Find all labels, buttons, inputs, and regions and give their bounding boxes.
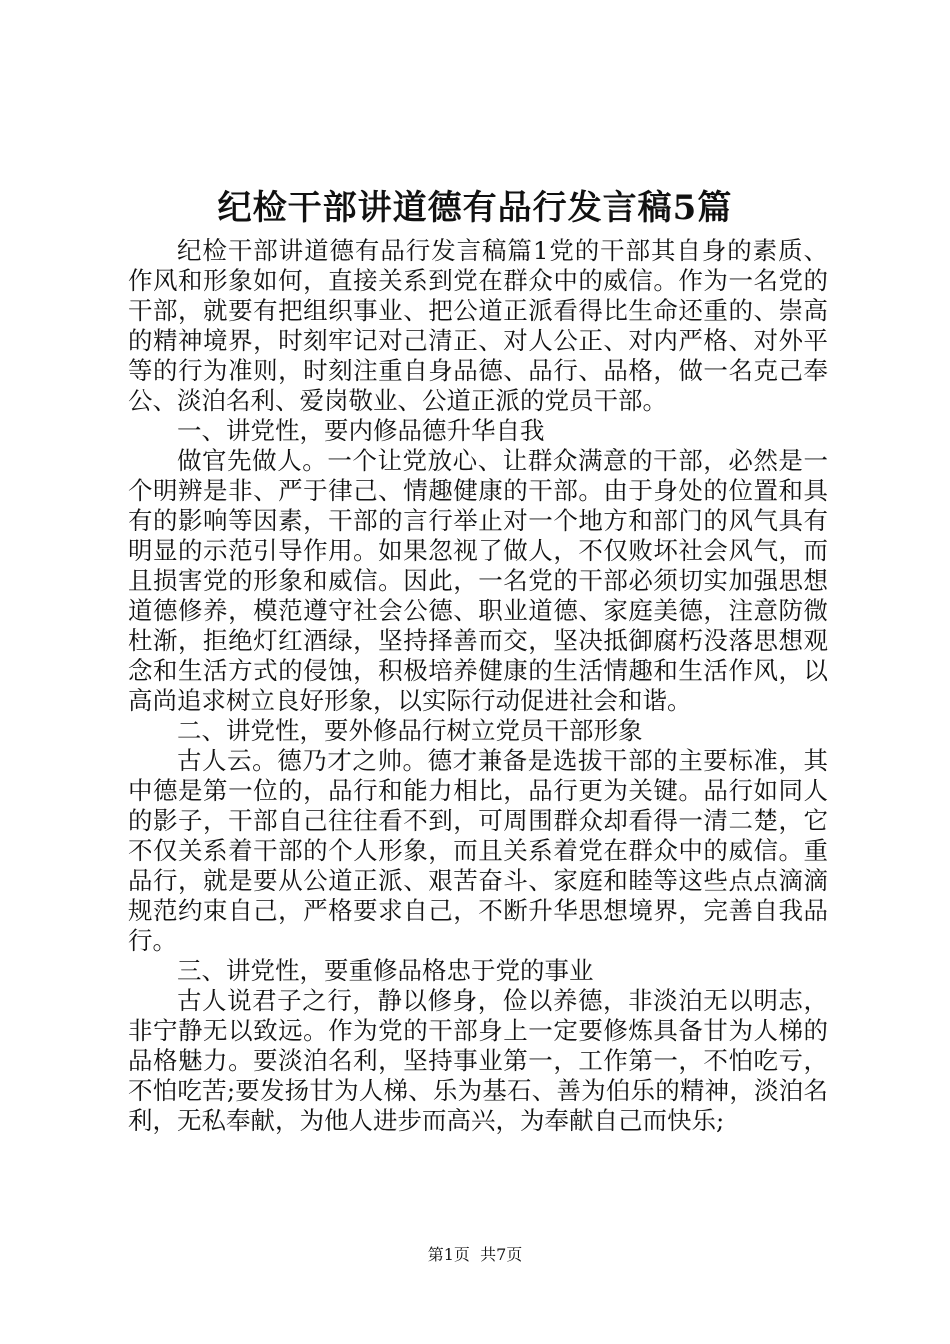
- page-number: 第1页: [427, 1245, 470, 1264]
- section-heading-1: 一、讲党性，要内修品德升华自我: [177, 416, 545, 445]
- document-body: [128, 236, 828, 1136]
- document-title: 纪检干部讲道德有品行发言稿5篇: [217, 188, 733, 228]
- paragraph-section-1: 做官先做人。一个让党放心、让群众满意的干部，必然是一个明辨是非、严于律己、情趣健康的干部。由于身处的位置和具有的影响等因素，干部的言行举止对一个地方和部门的风气具有明显的示范引导作用。如果忽视了做人，不仅败坏社会风气，而且损害党的形象和威信。因此，一名党的干部必须切实加强思想道德修养，模范遵守社会公德、职业道德、家庭美德，注意防微杜渐，拒绝灯红酒绿，坚持择善而交，坚决抵御腐朽没落思想观念和生活方式的侵蚀，积极培养健康的生活情趣和生活作风，以高尚追求树立良好形象，以实际行动促进社会和谐。: [128, 446, 828, 715]
- page-total: 共7页: [480, 1245, 523, 1264]
- section-heading-3: 三、讲党性，要重修品格忠于党的事业: [177, 956, 594, 985]
- section-heading-2: 二、讲党性，要外修品行树立党员干部形象: [177, 716, 643, 745]
- page-footer: [0, 1244, 950, 1266]
- paragraph-section-2: 古人云。德乃才之帅。德才兼备是选拔干部的主要标准，其中德是第一位的，品行和能力相比，品行更为关键。品行如同人的影子，干部自己往往看不到，可周围群众却看得一清二楚，它不仅关系着干部的个人形象，而且关系着党在群众中的威信。重品行，就是要从公道正派、艰苦奋斗、家庭和睦等这些点点滴滴规范约束自己，严格要求自己，不断升华思想境界，完善自我品行。: [128, 746, 828, 955]
- paragraph-section-3: 古人说君子之行，静以修身，俭以养德，非淡泊无以明志，非宁静无以致远。作为党的干部身上一定要修炼具备甘为人梯的品格魅力。要淡泊名利，坚持事业第一，工作第一，不怕吃亏，不怕吃苦;要发扬甘为人梯、乐为基石、善为伯乐的精神，淡泊名利，无私奉献，为他人进步而高兴，为奉献自己而快乐;: [128, 986, 828, 1135]
- paragraph-intro: 纪检干部讲道德有品行发言稿篇1党的干部其自身的素质、作风和形象如何，直接关系到党在群众中的威信。作为一名党的干部，就要有把组织事业、把公道正派看得比生命还重的、崇高的精神境界，时刻牢记对己清正、对人公正、对内严格、对外平等的行为准则，时刻注重自身品德、品行、品格，做一名克己奉公、淡泊名利、爱岗敬业、公道正派的党员干部。: [128, 236, 828, 415]
